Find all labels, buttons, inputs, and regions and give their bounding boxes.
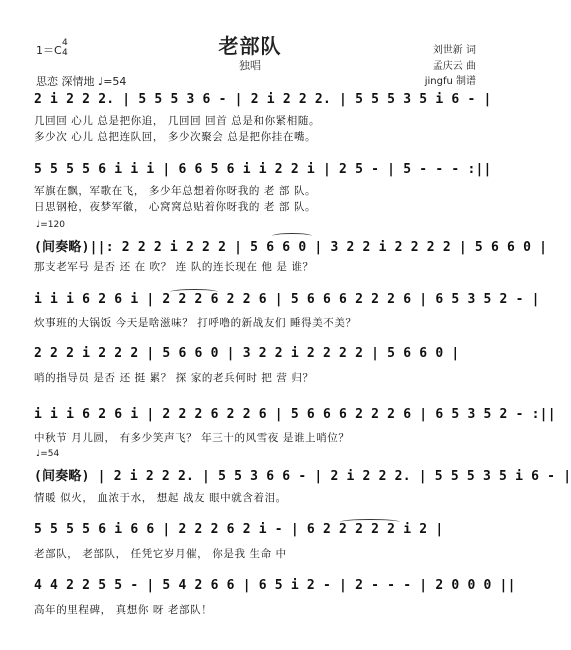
transcriber-credit: jingfu 制谱	[424, 76, 476, 87]
expression-marking	[36, 73, 126, 89]
time-numerator: 4	[62, 38, 68, 48]
key-signature: 1＝C	[36, 44, 62, 57]
notation-line: 5 5 5 5 6 i i i | 6 6 5 6 i i 2 2 i | 2 5 - | 5 - - - :||	[34, 162, 492, 177]
lyric-line: 炊事班的大锅饭 今天是啥滋味？ 打呼噜的新战友们 睡得美不美？	[34, 317, 357, 329]
notation-line: (间奏略) | 2 i 2 2 2. | 5 5 3 6 6 - | 2 i 2 2 2. | 5 5 5 3 5 i 6 - |	[34, 469, 571, 484]
tempo-marking: ♩=54	[36, 449, 60, 459]
notation-line: 2 2 2 i 2 2 2 | 5 6 6 0 | 3 2 2 i 2 2 2 2 | 5 6 6 0 |	[34, 346, 460, 361]
slur-mark	[272, 233, 312, 239]
notation-line: 4 4 2 2 5 5 - | 5 4 2 6 6 | 6 5 i 2 - | 2 - - - | 2 0 0 0 ||	[34, 578, 516, 593]
notation-line: 5 5 5 5 6 i 6 6 | 2 2 2 6 2 i - | 6 2 2 2 2 2 i 2 |	[34, 522, 444, 537]
lyric-line: 几回回 心儿 总是把你追， 几回回 回首 总是和你紧相随。	[34, 115, 321, 127]
lyric-line: 那支老军号 是否 还 在 吹？ 连 队的连长现在 他 是 谁？	[34, 261, 314, 273]
lyric-line: 军旗在飘，军歌在飞， 多少年总想着你呀我的 老 部 队。	[34, 185, 317, 197]
notation-line: i i i 6 2 6 i | 2 2 2 6 2 2 6 | 5 6 6 6 2 2 2 6 | 6 5 3 5 2 - |	[34, 292, 540, 307]
lyric-line: 高年的里程碑， 真想你 呀 老部队！	[34, 604, 213, 616]
expression-text: 思恋 深情地	[36, 75, 95, 88]
notation-line: (间奏略)||: 2 2 2 i 2 2 2 | 5 6 6 0 | 3 2 2 i 2 2 2 2 | 5 6 6 0 |	[34, 240, 548, 255]
lyric-line: 哨的指导员 是否 还 挺 累？ 探 家的老兵何时 把 营 归？	[34, 372, 314, 384]
lyric-line: 老部队， 老部队， 任凭它岁月催， 你是我 生命 中	[34, 548, 287, 560]
song-subtitle: 独唱	[239, 59, 261, 72]
slur-mark	[340, 519, 400, 525]
tempo-marking: ♩=120	[36, 220, 65, 230]
song-title: 老部队	[218, 34, 282, 58]
time-denominator: 4	[62, 48, 68, 58]
lyric-line: 情暖 似火， 血浓于水， 想起 战友 眼中就含着泪。	[34, 492, 287, 504]
notation-line: 2 i 2 2 2. | 5 5 5 3 6 - | 2 i 2 2 2. | 5 5 5 3 5 i 6 - |	[34, 92, 492, 107]
slur-mark	[170, 289, 218, 295]
composer-credit: 孟庆云 曲	[432, 61, 476, 72]
lyricist-credit: 刘世新 词	[432, 45, 476, 56]
lyric-line: 多少次 心儿 总把连队回， 多少次聚会 总是把你挂在嘴。	[34, 131, 317, 143]
tempo-marking: ♩=54	[98, 75, 127, 88]
lyric-line: 日思钢枪，夜梦军徽， 心窝窝总贴着你呀我的 老 部 队。	[34, 201, 317, 213]
notation-line: i i i 6 2 6 i | 2 2 2 6 2 2 6 | 5 6 6 6 2 2 2 6 | 6 5 3 5 2 - :||	[34, 407, 556, 422]
time-signature	[62, 38, 68, 58]
lyric-line: 中秋节 月儿圆， 有多少笑声飞？ 年三十的风雪夜 是谁上哨位？	[34, 432, 350, 444]
